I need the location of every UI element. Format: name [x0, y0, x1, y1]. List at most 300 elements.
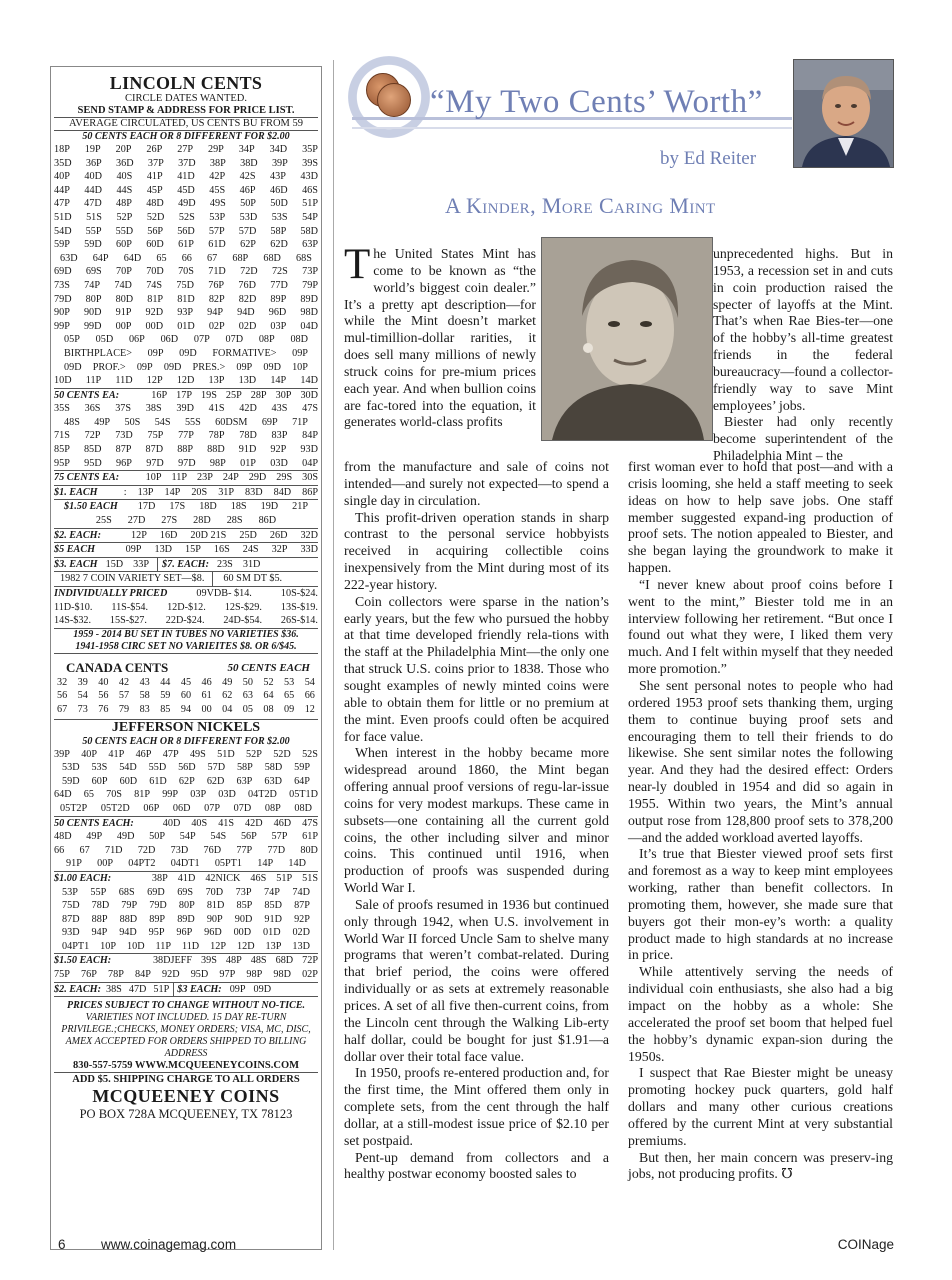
coin-date: 77P — [236, 844, 253, 856]
price-label: $2. EACH: — [54, 983, 101, 995]
coin-date: 94P — [207, 307, 223, 319]
coin-date: 55S — [184, 416, 201, 428]
coin-date: 48D — [54, 831, 72, 843]
coin-date: 26S-$14. — [280, 615, 318, 627]
coin-date: 90D — [234, 913, 253, 925]
coin-date: 64D — [123, 252, 142, 264]
coin-date: 46D — [273, 817, 292, 829]
jefferson-title: JEFFERSON NICKELS — [54, 719, 318, 736]
coin-date: 11P — [85, 375, 102, 387]
coin-date: 81P — [134, 789, 151, 801]
coin-date: 57D — [238, 225, 257, 237]
coin-date: 29P — [207, 144, 224, 155]
coin-date: 05P — [64, 334, 80, 346]
coin-date: 95D — [84, 457, 102, 469]
lincoln-50c-row — [54, 388, 318, 403]
paragraph: he United States Mint has come to be known as “the world’s biggest coin dealer.” It’s a pretty apt description—for while the Mint doesn’t market mul-timillion-dollar rarities, it does sell many millions of newly struck coins for pre-mium prices each year. And when bullion coins are fac-tored into the equation, it generates world-class profits — [344, 246, 536, 430]
coin-date: 59D — [62, 775, 80, 787]
coin-date: 88P — [91, 913, 108, 925]
coin-date: 17D — [137, 501, 156, 513]
coin-date: 33P — [133, 558, 149, 570]
coin-date: 15P — [185, 544, 201, 556]
jeff-150-row — [54, 953, 318, 968]
coin-date: 03P — [270, 320, 287, 332]
coin-date: 94 — [180, 703, 192, 715]
coin-date: 91D — [264, 913, 282, 925]
coin-date: 41D — [177, 872, 196, 884]
coin-date: 46D — [270, 184, 288, 196]
coin-date: 73P — [302, 266, 318, 278]
coin-date: 82P — [208, 293, 225, 305]
coin-date: 86D — [258, 515, 277, 527]
coin-date: 27S — [161, 515, 178, 527]
canada-title: CANADA CENTS — [66, 659, 169, 675]
table-row — [54, 748, 318, 762]
coin-date: 46P — [239, 184, 256, 196]
penny-icon — [377, 83, 411, 117]
price-label: 75 CENTS EA: — [54, 472, 120, 484]
coin-date: 12P — [146, 375, 163, 387]
coin-date: 60P — [116, 239, 132, 251]
table-row — [57, 676, 315, 690]
coin-date: 57D — [207, 762, 226, 774]
coin-date: 01D — [263, 927, 281, 939]
coin-date: 01P — [240, 457, 256, 469]
coin-date: 38P — [151, 872, 168, 884]
coin-date: 69D — [54, 266, 72, 278]
coin-date: 16D — [159, 529, 178, 541]
coin-date: 06D — [172, 802, 191, 814]
coin-date: 61P — [178, 239, 194, 251]
coin-date: 74D — [114, 279, 132, 291]
ad-avg-circ: AVERAGE CIRCULATED, US CENTS BU FROM 59 — [54, 117, 318, 131]
coin-date: 90P — [54, 307, 70, 319]
coin-date: 97P — [219, 969, 236, 981]
coin-date: 32D — [300, 529, 318, 541]
coin-date: 94P — [91, 927, 108, 939]
coin-date: 28S — [226, 515, 243, 527]
coin-date: 45P — [146, 184, 163, 196]
table-row — [54, 416, 318, 430]
coin-date: 53P — [209, 211, 226, 223]
coin-date: 26P — [146, 144, 163, 155]
table-row — [54, 374, 318, 388]
coin-date: 58P — [270, 225, 287, 237]
coin-date: 95P — [54, 457, 70, 469]
coin-date: 79D — [149, 900, 167, 912]
coin-date: 13P — [137, 486, 154, 498]
coin-date: 50 — [242, 676, 253, 688]
coin-date: 80P — [85, 293, 102, 305]
coin-date: 71P — [292, 416, 308, 428]
coin-date: 60P — [91, 775, 108, 787]
coin-date: 36D — [116, 157, 134, 169]
coin-date: 09P — [236, 361, 253, 373]
coin-date: 72D — [137, 844, 156, 856]
coin-date: 15D — [105, 558, 124, 570]
coin-date: 35P — [302, 144, 318, 155]
coin-date: 98P — [209, 457, 226, 469]
coin-date: 61 — [201, 690, 212, 702]
coin-date: 71S — [54, 430, 70, 442]
coin-date: 37D — [178, 157, 196, 169]
coin-date: 46 — [201, 676, 212, 688]
coin-date: 09P — [147, 347, 164, 359]
jeff-50c-row — [54, 816, 318, 831]
coin-date: 78D — [239, 430, 257, 442]
coin-date: 55D — [148, 762, 167, 774]
coin-date: 87P — [115, 444, 132, 456]
coin-date: 53 — [284, 676, 295, 688]
coin-date: 49D — [178, 198, 196, 210]
coin-date: 93D — [62, 927, 80, 939]
coin-date: 60D — [146, 239, 164, 251]
column-divider — [333, 60, 334, 1250]
coin-date: 52 — [263, 676, 274, 688]
price-label: $7. EACH: — [157, 558, 209, 572]
table-row — [54, 802, 318, 816]
coin-date: 09D — [163, 361, 182, 373]
coin-date: 49P — [94, 416, 111, 428]
paragraph: In 1950, proofs re-entered production and, for the first time, the Mint offered them only in complete sets, from the cent through the half dollar, at a still-modest issue price of $2.10 per set postpaid. — [344, 1065, 609, 1148]
coin-date: 05 — [242, 703, 253, 715]
price-label: $3 EACH: — [173, 983, 221, 997]
coin-date: 44P — [54, 184, 70, 196]
coin-date: 08 — [263, 703, 274, 715]
coin-date: 83P — [271, 430, 288, 442]
coin-date: 58P — [236, 762, 253, 774]
coin-date: 74D — [292, 886, 310, 898]
coin-date: 52D — [273, 748, 291, 760]
coin-date: 97D — [146, 457, 164, 469]
coin-date: 54S — [210, 831, 227, 843]
coin-date: 77D — [267, 844, 286, 856]
coin-date: 08P — [264, 802, 281, 814]
coin-date: 74S — [146, 279, 163, 291]
price-label: 50 CENTS EA: — [54, 389, 120, 401]
coin-date: 19D — [260, 501, 279, 513]
coin-date: 39S — [201, 955, 217, 967]
coin-date: 07P — [204, 802, 220, 814]
coin-date: 45S — [209, 184, 226, 196]
coin-date: 72P — [302, 955, 318, 967]
coin-dealer-ad — [50, 66, 322, 1250]
proof-row — [54, 586, 318, 601]
lincoln-5-row — [54, 542, 318, 557]
coin-date: 69D — [147, 886, 165, 898]
coin-date: 80P — [178, 900, 195, 912]
coin-date: 13D — [292, 940, 310, 952]
table-row — [54, 761, 318, 775]
table-row — [54, 293, 318, 307]
paragraph: “I never knew about proof coins before I went to the mint,” Biester told me in an interview following her retirement. “But once I found out what they were, I liked them very much. And I felt within myself that they needed more promotion.” — [628, 576, 893, 677]
lincoln-2-row — [54, 528, 318, 543]
coin-date: 68D — [263, 252, 281, 264]
paragraph: While attentively serving the needs of individual coin enthusiasts, she also had a big impact on the hobby as a whole: She accelerated the proof set boom that helped fuel the hobby’s dynamic expan-sion during the 1950s. — [628, 964, 893, 1064]
coin-date: 54S — [154, 416, 171, 428]
coin-date: 48S — [64, 416, 80, 428]
coin-date: 73D — [115, 430, 133, 442]
coin-date: 48D — [146, 198, 164, 210]
coin-date: 11S-$54. — [111, 601, 149, 613]
paragraph: But then, her main concern was preserv-ing jobs, not producing profits. — [628, 1149, 893, 1182]
table-row — [54, 320, 318, 334]
coin-date: 73D — [170, 844, 189, 856]
coin-date: 66 — [181, 252, 192, 264]
coin-date: 96D — [204, 927, 222, 939]
coin-date: 54 — [77, 690, 88, 702]
coin-date: 85P — [54, 444, 70, 456]
coin-date: 41D — [177, 171, 195, 183]
coin-date: 65 — [83, 789, 94, 801]
byline: by Ed Reiter — [660, 148, 757, 169]
coin-date: 59P — [54, 239, 70, 251]
coin-date: 85P — [236, 900, 253, 912]
coin-date: 95P — [148, 927, 165, 939]
coin-date: 09D — [253, 983, 272, 995]
paragraph: Biester had only recently become superintendent of the Philadelphia Mint – the — [713, 414, 893, 464]
coin-date: 80D — [300, 844, 318, 856]
coin-date: 63D — [60, 252, 78, 264]
coin-date: 07P — [193, 334, 210, 346]
coin-date: 34P — [238, 144, 255, 155]
paragraph: When interest in the hobby became more widespread around 1860, the Mint began offering annual proof versions of regu-lar-issue coins for very modest markups. These came in subsets—one containing all the current gold coins, the other including silver and minor coins. This continued until 1916, when production of proofs was suspended during World War I. — [344, 745, 609, 896]
coin-date: 77D — [270, 279, 288, 291]
coin-date: 09P — [125, 544, 142, 556]
coin-date: 19P — [84, 144, 101, 155]
coin-date: 50P — [149, 831, 166, 843]
coin-date: 05T2P — [60, 802, 88, 814]
coin-date: 47P — [54, 198, 70, 210]
coin-date: 11D-$10. — [54, 601, 93, 613]
circ-set: 1941-1958 CIRC SET NO VARIEITES $8. OR 6/$45. — [54, 641, 318, 654]
coin-date: 63P — [236, 775, 253, 787]
coin-date: 93P — [177, 307, 194, 319]
coin-date: 69P — [261, 416, 278, 428]
table-row — [54, 614, 318, 628]
coin-date: 07D — [233, 802, 252, 814]
coin-date: 92P — [294, 913, 310, 925]
ad-title: LINCOLN CENTS — [109, 73, 263, 93]
coin-date: 54D — [54, 225, 72, 237]
table-row — [54, 347, 318, 361]
paragraph: I suspect that Rae Biester might be uneasy promoting hockey puck quarters, gold half dollars and many other curious creations offered by the current Mint at very substantial premiums. — [628, 1065, 893, 1148]
coin-date: 11P — [155, 940, 172, 952]
coin-date: 04P — [302, 457, 318, 469]
coin-date: 62D — [270, 239, 288, 251]
coin-date: 49D — [116, 831, 135, 843]
table-row — [54, 601, 318, 615]
coin-date: 09D — [64, 361, 82, 373]
coin-date: 50D — [270, 198, 288, 210]
coin-date: 97D — [178, 457, 196, 469]
coin-date: 02D — [292, 927, 310, 939]
coin-date: 59 — [160, 690, 171, 702]
coin-date: 91D — [238, 444, 257, 456]
table-row — [54, 157, 318, 171]
coin-date: 22D-$24. — [165, 615, 205, 627]
ad-lincoln-offer: 50 CENTS EACH OR 8 DIFFERENT FOR $2.00 — [82, 131, 290, 142]
coin-date: 16S — [213, 544, 230, 556]
coin-date: 24S — [242, 544, 259, 556]
coin-date: 47D — [128, 983, 147, 995]
price-label: $1.50 EACH — [64, 501, 118, 513]
coin-date: 79 — [118, 703, 130, 715]
coin-date: 42D — [245, 817, 263, 829]
coin-date: 99D — [83, 320, 102, 332]
table-row — [54, 913, 318, 927]
coin-date: 00P — [97, 858, 113, 870]
coin-date: 35D — [54, 157, 72, 169]
coin-date: 62P — [178, 775, 195, 787]
coin-date: 46P — [135, 748, 152, 760]
price-label: $1.50 EACH: — [54, 955, 112, 967]
article-headline: A Kinder, More Caring Mint — [445, 193, 716, 218]
column-title: “My Two Cents’ Worth” — [430, 84, 763, 120]
coin-date: 89P — [149, 913, 166, 925]
coin-date: 44 — [160, 676, 171, 688]
coin-date: 55D — [115, 225, 134, 237]
coin-date: 14S-$32. — [54, 615, 92, 627]
coin-date: 61P — [302, 831, 318, 843]
coin-date: 69S — [85, 266, 102, 278]
coin-date: 29S — [276, 472, 293, 484]
table-row — [54, 211, 318, 225]
price-label: INDIVIDUALLY PRICED — [54, 588, 168, 599]
article-col-2-top — [713, 246, 893, 465]
coin-date: 59P — [294, 762, 310, 774]
portrait-icon — [542, 238, 712, 440]
magazine-name: COINage — [837, 1237, 894, 1252]
coin-date: 95D — [190, 969, 209, 981]
table-row — [54, 844, 318, 858]
table-row — [54, 457, 318, 471]
coin-date: 35S — [54, 403, 70, 415]
coin-date: 12D-$12. — [167, 601, 206, 613]
coin-date: 27D — [127, 515, 146, 527]
coin-date: 56 — [98, 690, 109, 702]
coin-date: 09D — [263, 361, 281, 373]
coin-date: 72D — [240, 266, 258, 278]
coin-date: 57 — [118, 690, 130, 702]
coin-date: 10D — [127, 940, 145, 952]
coin-date: 15S-$27. — [109, 615, 147, 627]
coin-date: 09D — [179, 347, 197, 359]
coin-date: 58D — [264, 762, 283, 774]
coin-date: 92D — [145, 307, 164, 319]
coin-date: 61D — [208, 239, 226, 251]
coin-date: 06D — [160, 334, 179, 346]
coin-date: 06P — [128, 334, 145, 346]
article-col-2 — [628, 459, 893, 1183]
coin-date: 88D — [119, 913, 138, 925]
coin-date: 05D — [95, 334, 114, 346]
coin-date: PROF.> — [92, 361, 126, 373]
coin-date: 83 — [139, 703, 150, 715]
coin-date: 02P — [208, 320, 225, 332]
coin-date: 53D — [62, 762, 80, 774]
coin-date: 81D — [206, 900, 225, 912]
coin-date: 70S — [106, 789, 122, 801]
coin-date: BIRTHPLACE> — [64, 347, 132, 359]
table-row — [54, 926, 318, 940]
coin-date: 39 — [77, 676, 88, 688]
coin-date: 09 — [284, 703, 295, 715]
ad-phone-web: 830-557-5759 WWW.MCQUEENEYCOINS.COM — [54, 1060, 318, 1073]
coin-date: 05T2D — [100, 802, 130, 814]
ad-shipping: ADD $5. SHIPPING CHARGE TO ALL ORDERS — [72, 1074, 300, 1086]
coin-date: 34D — [269, 144, 288, 155]
coin-date: 28P — [250, 389, 267, 401]
coin-date: 81P — [147, 293, 164, 305]
article-col-1 — [344, 459, 609, 1183]
coin-date: 30S — [302, 472, 318, 484]
coin-date: 36S — [84, 403, 101, 415]
footer-url: www.coinagemag.com — [101, 1237, 237, 1252]
coin-date: 11P — [171, 472, 188, 484]
coin-date: 76P — [208, 279, 225, 291]
coin-date: 86P — [302, 486, 318, 498]
coin-date: 25P — [225, 389, 242, 401]
coin-date: 12P — [210, 940, 227, 952]
coin-date: 05PT1 — [214, 858, 242, 870]
table-row — [54, 252, 318, 266]
price-label: $1.00 EACH: — [54, 872, 112, 884]
coin-date: 16P — [151, 389, 168, 401]
coin-date: 52D — [146, 211, 165, 223]
coin-date: 37P — [147, 157, 164, 169]
coin-date: 09P — [292, 347, 308, 359]
coin-date: 82D — [238, 293, 257, 305]
coin-date: 76D — [238, 279, 256, 291]
article-col-1-top — [344, 241, 536, 431]
table-row — [54, 143, 318, 157]
coin-date: 64D — [54, 789, 72, 801]
coin-date: 21P — [292, 501, 308, 513]
coin-date: 40 — [98, 676, 109, 688]
coin-date: 42NICK — [205, 872, 241, 884]
coin-date: 96D — [268, 307, 287, 319]
coin-date: 45 — [180, 676, 192, 688]
coin-date: 87D — [62, 913, 80, 925]
proof-price: 10S-$24. — [280, 588, 318, 599]
jeff-2-3-row — [54, 982, 318, 998]
coin-date: 90D — [83, 307, 102, 319]
table-row — [54, 886, 318, 900]
coin-date: 78D — [91, 900, 110, 912]
paragraph: first woman ever to hold that post—and with a crisis looming, she held a staff meeting to seek ideas on how to help save jobs. One staff member suggested expand-ing production of proof sets. The notion appealed to Biester, and she began laying the groundwork to make it happen. — [628, 459, 893, 576]
coin-date: 40D — [162, 817, 181, 829]
paragraph: from the manufacture and sale of coins not intended—and surely not expected—to spend a single day in circulation. — [344, 459, 609, 508]
coin-date: 14D — [300, 375, 318, 387]
coin-date: 50P — [240, 198, 256, 210]
table-row — [54, 333, 318, 347]
coin-date: 38D — [240, 157, 258, 169]
coin-date: 54 — [304, 676, 315, 688]
coin-date: 12D — [237, 940, 255, 952]
table-row — [54, 402, 318, 416]
coin-date: 66 — [304, 690, 315, 702]
lincoln-75c-row — [54, 470, 318, 485]
price-label: $2. EACH: — [54, 529, 101, 541]
coin-date: 53S — [271, 211, 288, 223]
coin-date: 51P — [302, 198, 318, 210]
coin-date: 90P — [206, 913, 223, 925]
coin-date: 79P — [121, 900, 138, 912]
coin-date: 94D — [119, 927, 137, 939]
coin-date: 83D — [245, 486, 263, 498]
coin-date: 51P — [276, 872, 293, 884]
